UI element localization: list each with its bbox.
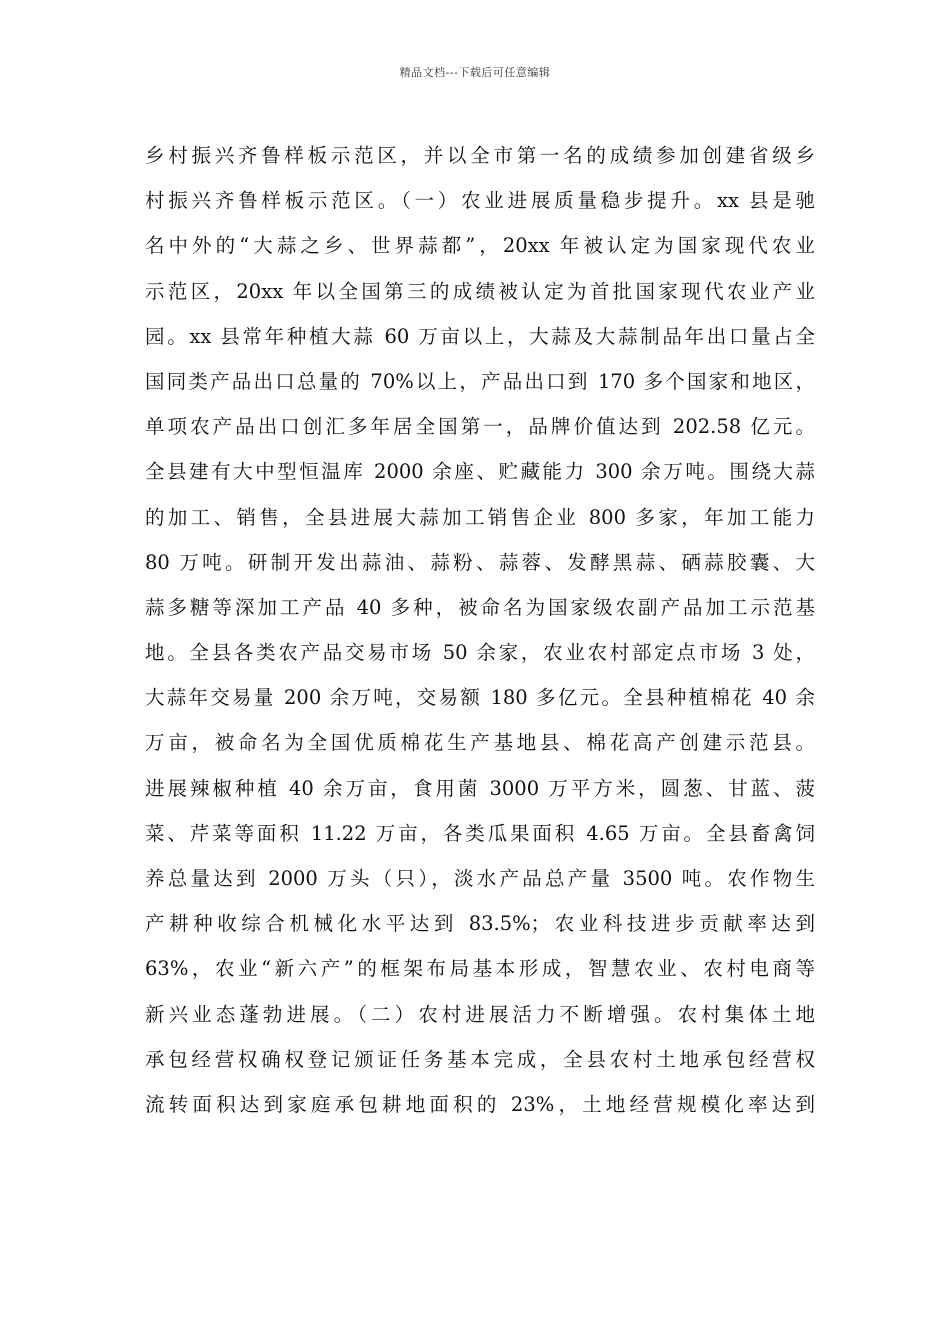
- text-line: 乡村振兴齐鲁样板示范区，并以全市第一名的成绩参加创建省级乡: [145, 144, 815, 167]
- text-line: 园。xx 县常年种植大蒜 60 万亩以上，大蒜及大蒜制品年出口量占全: [145, 324, 815, 348]
- document-body: [145, 133, 815, 1127]
- text-line: 名中外的“大蒜之乡、世界蒜都”，20xx 年被认定为国家现代农业: [145, 234, 815, 258]
- text-line: 流转面积达到家庭承包耕地面积的 23%，土地经营规模化率达到: [145, 1092, 815, 1116]
- text-line: 村振兴齐鲁样板示范区。（一）农业进展质量稳步提升。xx 县是驰: [145, 189, 815, 213]
- text-line: 63%，农业“新六产”的框架布局基本形成，智慧农业、农村电商等: [145, 957, 815, 981]
- text-line: 单项农产品出口创汇多年居全国第一，品牌价值达到 202.58 亿元。: [145, 415, 815, 439]
- text-line: 进展辣椒种植 40 余万亩，食用菌 3000 万平方米，圆葱、甘蓝、菠: [145, 776, 815, 800]
- text-line: 蒜多糖等深加工产品 40 多种，被命名为国家级农副产品加工示范基: [145, 595, 815, 619]
- text-line: 产耕种收综合机械化水平达到 83.5%；农业科技进步贡献率达到: [145, 912, 815, 936]
- text-line: 新兴业态蓬勃进展。（二）农村进展活力不断增强。农村集体土地: [145, 1002, 815, 1026]
- page-header: 精品文档---下载后可任意编辑: [399, 66, 551, 79]
- text-line: 示范区，20xx 年以全国第三的成绩被认定为首批国家现代农业产业: [145, 279, 815, 303]
- text-line: 大蒜年交易量 200 余万吨，交易额 180 多亿元。全县种植棉花 40 余: [145, 686, 815, 710]
- text-line: 的加工、销售，全县进展大蒜加工销售企业 800 多家，年加工能力: [145, 505, 815, 529]
- text-line: 养总量达到 2000 万头（只），淡水产品总产量 3500 吨。农作物生: [145, 867, 815, 890]
- text-line: 菜、芹菜等面积 11.22 万亩，各类瓜果面积 4.65 万亩。全县畜禽饲: [145, 821, 815, 845]
- text-line: 承包经营权确权登记颁证任务基本完成，全县农村土地承包经营权: [145, 1047, 815, 1071]
- text-line: 80 万吨。研制开发出蒜油、蒜粉、蒜蓉、发酵黑蒜、硒蒜胶囊、大: [145, 550, 815, 574]
- text-line: 万亩，被命名为全国优质棉花生产基地县、棉花高产创建示范县。: [145, 731, 815, 755]
- text-line: 全县建有大中型恒温库 2000 余座、贮藏能力 300 余万吨。围绕大蒜: [145, 460, 815, 484]
- text-line: 地。全县各类农产品交易市场 50 余家，农业农村部定点市场 3 处，: [145, 641, 815, 665]
- text-line: 国同类产品出口总量的 70%以上，产品出口到 170 多个国家和地区，: [145, 369, 815, 393]
